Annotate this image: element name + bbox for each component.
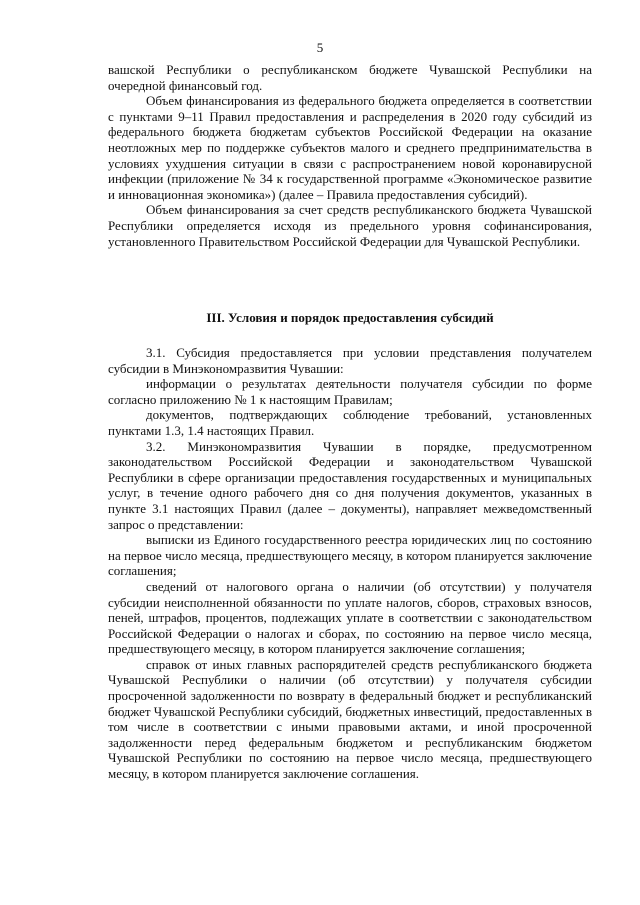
section-heading: III. Условия и порядок предоставления субсидий [206,310,494,325]
paragraph: документов, подтверждающих соблюдение требований, установленных пунктами 1.3, 1.4 настоящих Правил. [108,407,592,438]
paragraph: справок от иных главных распорядителей средств республиканского бюджета Чувашской Республики о наличии (об отсутствии) у получателя субсидии просроченной задолженности по возврату в федеральный бюджет и республиканский бюджет Чувашской Республики субсидий, бюджетных инвестиций, предоставленных в том числе в соответствии с иными правовыми актами, и иной просроченной задолженности перед федеральным бюджетом и республиканским бюджетом Чувашской Республики по состоянию на первое число месяца, предшествующего месяцу, в котором планируется заключение соглашения. [108,656,592,782]
page-number: 5 [316,40,324,55]
paragraph: Объем финансирования из федерального бюджета определяется в соответствии с пунктами 9–11 Правил предоставления и распределения в 2020 году субсидий из федерального бюджета бюджетам субъектов Российской Федерации на оказание неотложных мер по поддержке субъектов малого и среднего предпринимательства в условиях ухудшения ситуации в связи с распространением новой коронавирусной инфекции (приложение № 34 к государственной программе «Экономическое развитие и инновационная экономика») (далее – Правила предоставления субсидий). [108,93,592,202]
paragraph: вашской Республики о республиканском бюджете Чувашской Республики на очередной финансовый год. [108,62,592,93]
paragraph: Объем финансирования за счет средств республиканского бюджета Чувашской Республики определяется исходя из предельного уровня софинансирования, установленного Правительством Российской Федерации для Чувашской Республики. [108,202,592,249]
intro-text [108,62,592,249]
section-text [108,345,592,782]
paragraph: 3.1. Субсидия предоставляется при условии представления получателем субсидии в Минэкономразвития Чувашии: [108,345,592,376]
paragraph: информации о результатах деятельности получателя субсидии по форме согласно приложению № 1 к настоящим Правилам; [108,376,592,407]
paragraph: выписки из Единого государственного реестра юридических лиц по состоянию на первое число месяца, предшествующего месяцу, в котором планируется заключение соглашения; [108,532,592,579]
paragraph: сведений от налогового органа о наличии (об отсутствии) у получателя субсидии неисполненной обязанности по уплате налогов, сборов, страховых взносов, пеней, штрафов, процентов, подлежащих уплате в соответствии с законодательством Российской Федерации о налогах и сборах, по состоянию на первое число месяца, предшествующего месяцу, в котором планируется заключение соглашения; [108,578,592,657]
paragraph: 3.2. Минэкономразвития Чувашии в порядке, предусмотренном законодательством Российской Федерации и законодательством Чувашской Республики в сфере организации предоставления государственных и муниципальных услуг, в течение одного рабочего дня со дня получения документов, указанных в пункте 3.1 настоящих Правил (далее – документы), направляет межведомственный запрос о представлении: [108,438,592,532]
